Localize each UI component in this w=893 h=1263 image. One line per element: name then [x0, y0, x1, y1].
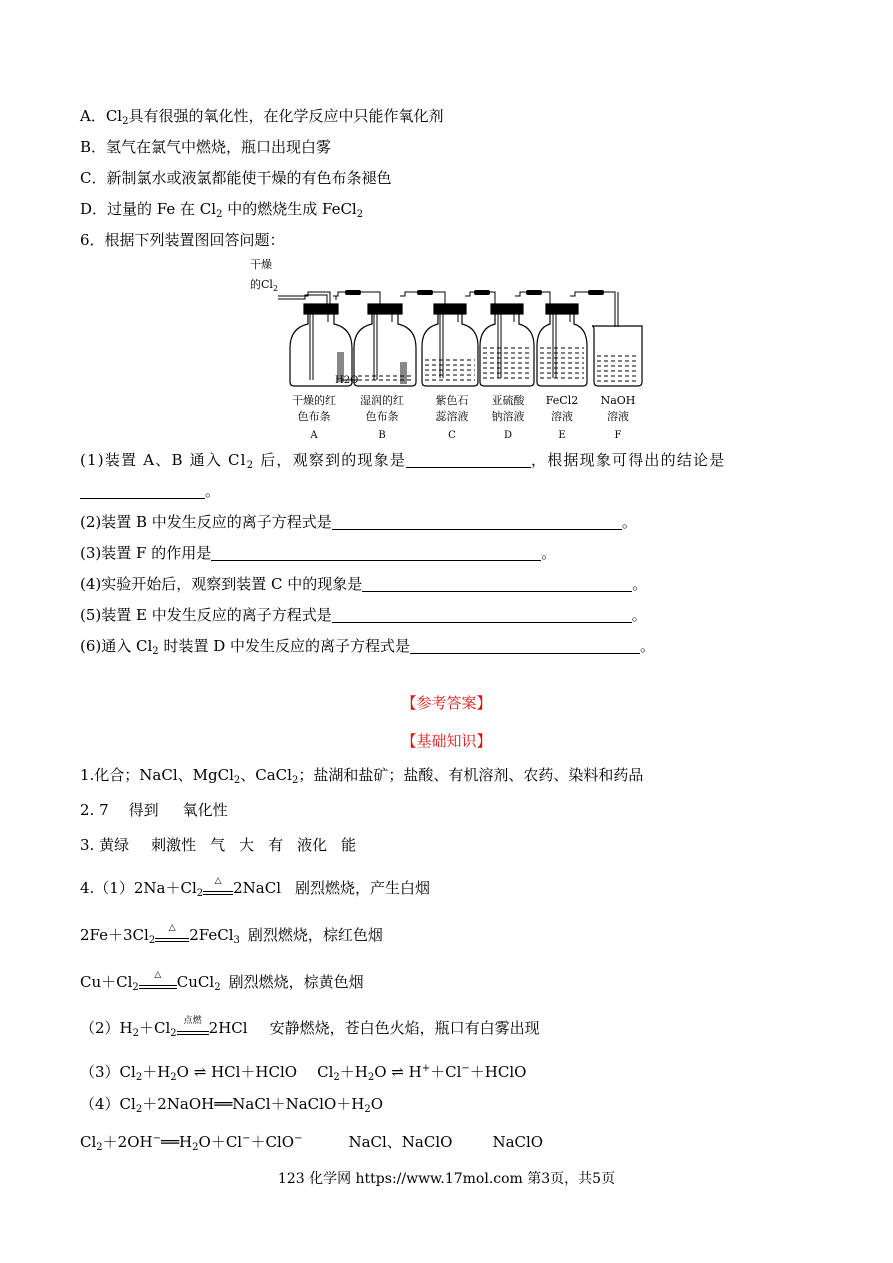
answer-4-4: $(2)H_2+Cl_2$ 点燃 2HCl 安静燃烧，苍白色火焰，瓶口有白雾出现: [80, 1016, 540, 1039]
answer-3: 3. 黄绿 刺激性 气 大 有 液化 能: [80, 836, 357, 854]
option-c: C．新制氯水或液氯都能使干燥的有色布条褪色: [80, 169, 392, 187]
q6-part-6: (6)通入 $Cl_2$ 时装置 D 中发生反应的离子方程式是 。: [80, 637, 656, 657]
label-b-1: 湿润的红: [360, 394, 404, 407]
answer-blank[interactable]: [410, 638, 640, 654]
q6-part-1: (1)装置 A、B 通入 $Cl_2$ 后，观察到的现象是 ，根据现象可得出的结论是: [80, 451, 726, 471]
label-f-1: NaOH: [600, 394, 636, 407]
answer-5: $(3)Cl_2+H_2O$ ⇌ HCl＋HClO $Cl_2+H_2O$ ⇌ H+＋Cl−＋HClO: [80, 1063, 527, 1083]
reaction-arrow: △: [155, 936, 189, 942]
label-c-2: 蕊溶液: [435, 410, 469, 423]
label-d-1: 亚硫酸: [491, 394, 525, 407]
reaction-arrow: △: [203, 889, 233, 895]
q6-part-3: (3)装置 F 的作用是 。: [80, 544, 557, 562]
label-a-1: 干燥的红: [292, 394, 336, 407]
answer-4-3: $Cu+Cl_2$ △ CuCl$_2$ 剧烈燃烧，棕黄色烟: [80, 970, 364, 993]
reaction-arrow: △: [139, 983, 177, 989]
label-e-2: 溶液: [551, 410, 573, 423]
label-c-id: C: [448, 430, 456, 441]
answer-blank[interactable]: [362, 576, 632, 592]
label-e-1: FeCl2: [545, 394, 579, 407]
answer-blank[interactable]: [332, 514, 622, 530]
apparatus-diagram: [240, 252, 660, 447]
option-a: A．$Cl_2$具有很强的氧化性，在化学反应中只能作氧化剂: [80, 107, 444, 127]
answer-1: 1.化合；NaCl、MgCl$_2$、CaCl$_2$；盐湖和盐矿；盐酸、有机溶剂、农药、染料和药品: [80, 766, 644, 786]
answer-blank[interactable]: [332, 607, 632, 623]
q6-part-5: (5)装置 E 中发生反应的离子方程式是 。: [80, 606, 647, 624]
label-d-id: D: [503, 430, 513, 441]
answer-4-2: $2Fe+3Cl_2$ △ 2FeCl$_3$ 剧烈燃烧，棕红色烟: [80, 923, 383, 946]
answer-6: $(4)Cl_2+2NaOH══NaCl+NaClO+H_2O$: [80, 1095, 384, 1115]
inlet-label-2: 的$Cl_2$: [250, 278, 279, 293]
label-b-id: B: [378, 430, 386, 441]
option-d: D．过量的 Fe 在 $Cl_2$ 中的燃烧生成 FeCl$_2$: [80, 200, 364, 220]
answer-blank[interactable]: [211, 545, 541, 561]
label-f-id: F: [614, 430, 622, 441]
answers-heading: 【参考答案】: [401, 694, 492, 712]
question-6-title: 6．根据下列装置图回答问题：: [80, 231, 285, 249]
inlet-label-1: 干燥: [250, 258, 272, 271]
h2o-label: H2O: [335, 375, 359, 386]
answer-blank[interactable]: [80, 483, 205, 499]
answers-subheading: 【基础知识】: [401, 732, 492, 750]
page-footer: 123 化学网 https://www.17mol.com 第3页，共5页: [277, 1171, 616, 1187]
label-e-id: E: [558, 430, 566, 441]
option-b: B．氢气在氯气中燃烧，瓶口出现白雾: [80, 138, 332, 156]
q6-part-4: (4)实验开始后，观察到装置 C 中的现象是 。: [80, 575, 648, 593]
label-b-2: 色布条: [365, 410, 399, 423]
answer-2: 2. 7 得到 氧化性: [80, 801, 228, 819]
label-f-2: 溶液: [607, 410, 629, 423]
q6-part-2: (2)装置 B 中发生反应的离子方程式是 。: [80, 513, 637, 531]
answer-7: $Cl_2+2OH^-══H_2O+Cl^-+ClO^-$ NaCl、NaClO NaClO: [80, 1133, 544, 1153]
reaction-arrow: 点燃: [177, 1029, 209, 1035]
q6-part-1-cont: 。: [80, 481, 220, 501]
label-c-1: 紫色石: [435, 394, 469, 407]
label-d-2: 钠溶液: [491, 410, 525, 423]
label-a-id: A: [310, 430, 318, 441]
answer-blank[interactable]: [406, 452, 531, 468]
answer-4-1: $4.(1)2Na+Cl_2$ △ 2NaCl 剧烈燃烧，产生白烟: [80, 876, 431, 899]
label-a-2: 色布条: [297, 410, 331, 423]
